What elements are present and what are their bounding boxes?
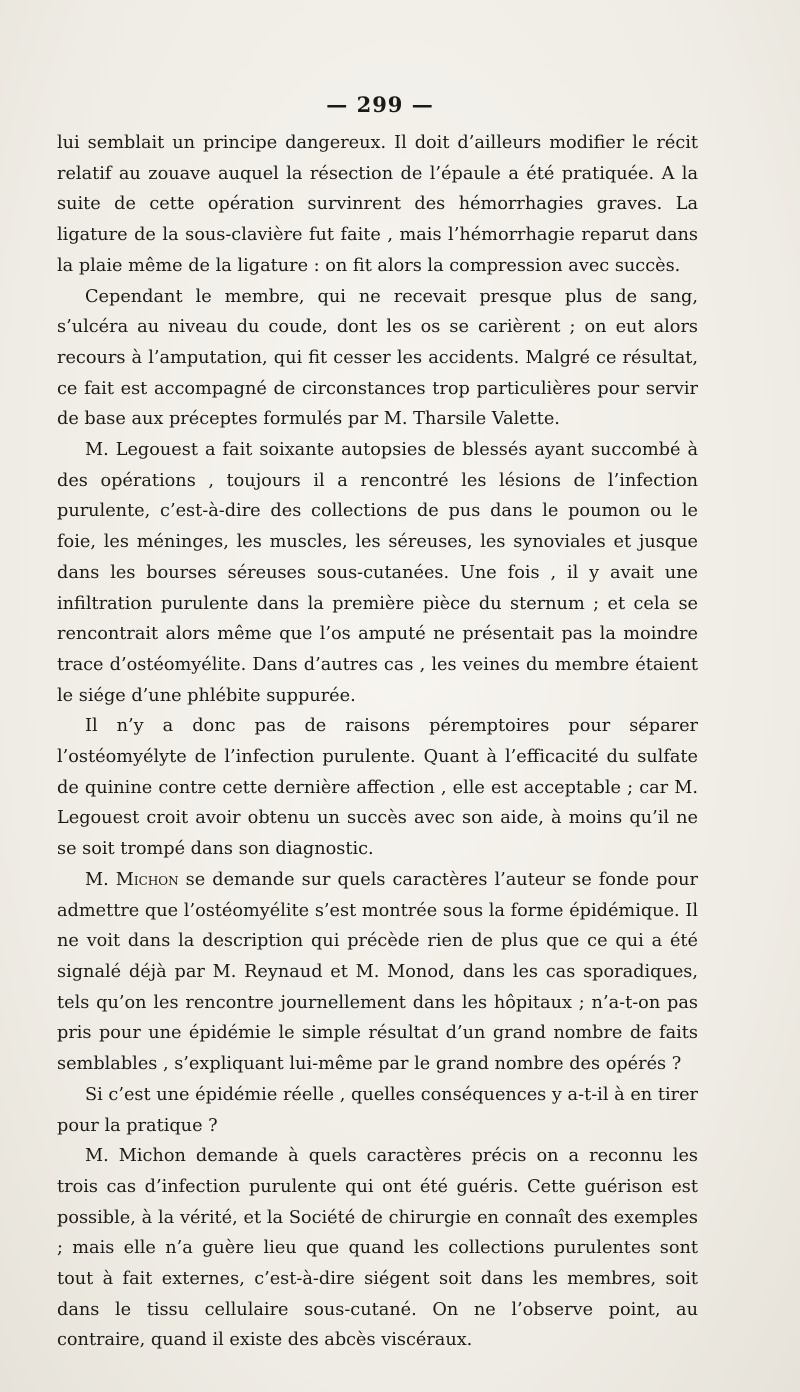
paragraph-2: Cependant le membre, qui ne recevait presque plus de sang, s’ulcéra au niveau du coude, dont les os se carièrent ; on eut alors recours à l’amputation, qui fit cesser les accidents. Malgré ce résultat, ce fait est accompagné de circonstances trop particulières pour servir de base aux préceptes formulés par M. Tharsile Valette. [57,286,698,430]
paragraph-1: lui semblait un principe dangereux. Il doit d’ailleurs modifier le récit relatif au zouave auquel la résection de l’épaule a été pratiquée. A la suite de cette opération survinrent des hémorrhagies graves. La ligature de la sous-clavière fut faite , mais l’hémorrhagie reparut dans la plaie même de la ligature : on fit alors la compression avec succès. [57,133,698,276]
page-number: — 299 — [326,92,434,117]
paragraph-5 [57,865,698,1080]
paragraph-5-rest: se demande sur quels caractères l’auteur se fonde pour admettre que l’ostéomyélite s’est montrée sous la forme épidémique. Il ne voit dans la description qui précède rien de plus que ce qui a été signalé déjà par M. Reynaud et M. Monod, dans les cas sporadiques, tels qu’on les rencontre journellement dans les hôpitaux ; n’a-t-on pas pris pour une épidémie le simple résultat d’un grand nombre de faits semblables , s’expliquant lui-même par le grand nombre des opérés ? [57,869,698,1075]
paragraph-4: Il n’y a donc pas de raisons péremptoires pour séparer l’ostéomyélyte de l’infection purulente. Quant à l’efficacité du sulfate de quinine contre cette dernière affection , elle est acceptable ; car M. Legouest croit avoir obtenu un succès avec son aide, à moins qu’il ne se soit trompé dans son diagnostic. [57,716,698,860]
body-text [57,128,698,1356]
author-name-michon: Michon [115,869,179,890]
paragraph-6: Si c’est une épidémie réelle , quelles conséquences y a-t-il à en tirer pour la pratique ? [57,1084,698,1136]
paragraph-7: M. Michon demande à quels caractères précis on a reconnu les trois cas d’infection purulente qui ont été guéris. Cette guérison est possible, à la vérité, et la Société de chirurgie en connaît des exemples ; mais elle n’a guère lieu que quand les collections purulentes sont tout à fait externes, c’est-à-dire siégent soit dans les membres, soit dans le tissu cellulaire sous-cutané. On ne l’observe point, au contraire, quand il existe des abcès viscéraux. [57,1146,698,1351]
paragraph-5-prefix: M. [85,869,116,890]
paragraph-3: M. Legouest a fait soixante autopsies de blessés ayant succombé à des opérations , toujours il a rencontré les lésions de l’infection purulente, c’est-à-dire des collections de pus dans le poumon ou le foie, les méninges, les muscles, les séreuses, les synoviales et jusque dans les bourses séreuses sous-cutanées. Une fois , il y avait une infiltration purulente dans la première pièce du sternum ; et cela se rencontrait alors même que l’os amputé ne présentait pas la moindre trace d’ostéomyélite. Dans d’autres cas , les veines du membre étaient le siége d’une phlébite suppurée. [57,440,698,706]
